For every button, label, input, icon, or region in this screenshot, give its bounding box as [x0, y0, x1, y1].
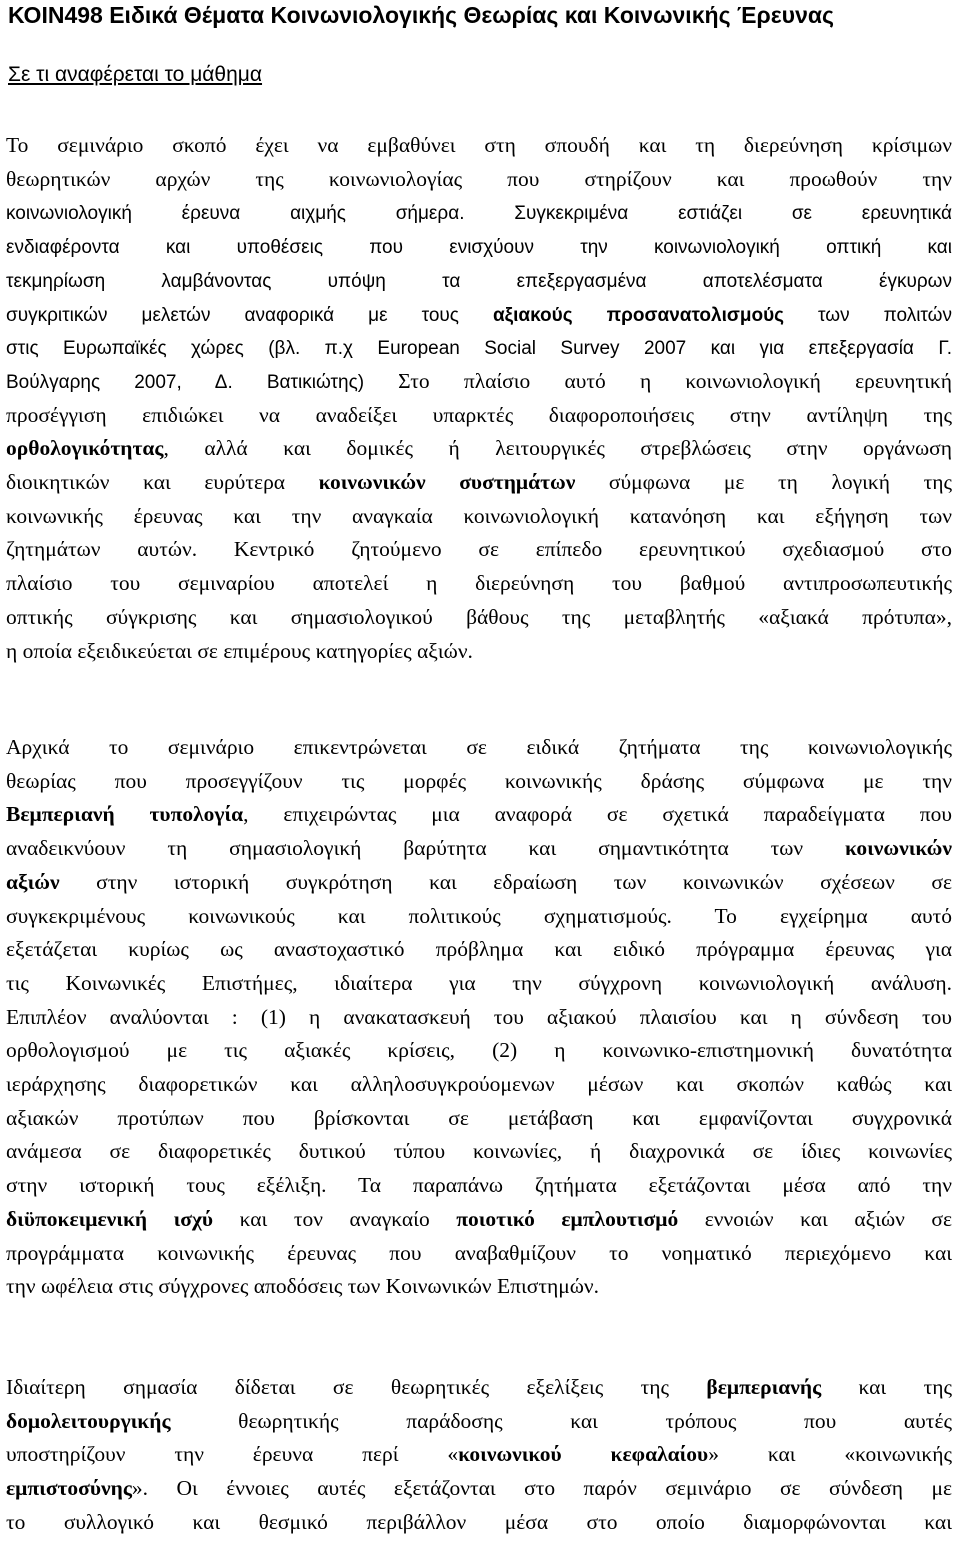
bold-text: αξιακούς προσανατολισμούς	[492, 304, 785, 326]
text-run: στις Ευρωπαϊκές χώρες (βλ. π.χ European Social Survey 2007 και για επεξεργασία Γ.	[6, 338, 952, 360]
bold-text: κοινωνικού κεφαλαίου	[458, 1442, 709, 1467]
text-run: θεωρίας που προσεγγίζουν τις μορφές κοινωνικής δράσης σύμφωνα με την	[6, 768, 952, 793]
text-line	[6, 364, 952, 398]
text-run: προγράμματα κοινωνικής έρευνας που αναβαθμίζουν το νοηματικό περιεχόμενο και	[6, 1240, 952, 1265]
text-line	[6, 1370, 952, 1404]
text-line	[6, 634, 952, 668]
text-run: πλαίσιο του σεμιναρίου αποτελεί η διερεύνηση του βαθμού αντιπροσωπευτικής	[6, 571, 952, 596]
text-run: και της	[821, 1375, 952, 1399]
text-run: θεωρητικής παράδοσης και τρόπους που αυτές	[170, 1408, 952, 1433]
text-line	[6, 465, 952, 499]
text-line	[6, 229, 952, 263]
text-line	[6, 195, 952, 229]
text-run: διοικητικών και ευρύτερα	[6, 470, 319, 494]
text-run: κοινωνιολογική έρευνα αιχμής σήμερα. Συγκεκριμένα εστιάζει σε ερευνητικά	[6, 203, 952, 225]
bold-text: κοινωνικών	[845, 836, 952, 861]
text-run: τις Κοινωνικές Επιστήμες, ιδιαίτερα για την σύγχρονη κοινωνιολογική ανάλυση.	[6, 970, 952, 995]
text-run: κοινωνικής έρευνας και την αναγκαία κοινωνιολογική κατανόηση και εξήγηση των	[6, 503, 952, 528]
bold-text: ποιοτικό εμπλουτισμό	[456, 1206, 679, 1231]
text-line	[6, 330, 952, 364]
text-line	[6, 797, 952, 831]
text-run: αναδεικνύουν τη σημασιολογική βαρύτητα και σημαντικότητα των	[6, 836, 846, 861]
text-line	[6, 899, 952, 933]
text-line	[6, 1269, 952, 1303]
text-run: οπτικής σύγκρισης και σημασιολογικού βάθους της μεταβλητής «αξιακά πρότυπα»,	[6, 604, 952, 629]
bold-text: βεμπεριανής	[706, 1375, 822, 1399]
text-run: εννοιών και αξιών σε	[678, 1206, 953, 1231]
text-run: υποστηρίζουν την έρευνα περί «	[6, 1442, 459, 1467]
text-run: συγκεκριμένους κοινωνικούς και πολιτικούς σχηματισμούς. Το εγχείρημα αυτό	[6, 903, 952, 928]
text-line	[6, 398, 952, 432]
text-run: ενδιαφέροντα και υποθέσεις που ενισχύουν την κοινωνιολογική οπτική και	[6, 237, 952, 259]
text-line	[6, 1067, 952, 1101]
text-line	[6, 297, 952, 331]
text-line	[6, 1505, 952, 1539]
text-run: Το σεμινάριο σκοπό έχει να εμβαθύνει στη σπουδή και τη διερεύνηση κρίσιμων	[6, 133, 952, 157]
bold-text: ορθολογικότητας	[6, 436, 164, 461]
text-run: Αρχικά το σεμινάριο επικεντρώνεται σε ειδικά ζητήματα της κοινωνιολογικής	[6, 735, 952, 759]
text-run: ορθολογισμού με τις αξιακές κρίσεις, (2) η κοινωνικο-επιστημονική δυνατότητα	[6, 1038, 952, 1063]
text-run: θεωρητικών αρχών της κοινωνιολογίας που στηρίζουν και προωθούν την	[6, 166, 952, 191]
text-run: τεκμηρίωση λαμβάνοντας υπόψη τα επεξεργασμένα αποτελέσματα έγκυρων	[6, 270, 952, 292]
text-line	[6, 128, 952, 162]
text-run: αξιακών προτύπων που βρίσκονται σε μετάβαση και εμφανίζονται συγχρονικά	[6, 1105, 952, 1130]
text-run: και τον αναγκαίο	[213, 1206, 457, 1231]
text-line	[6, 730, 952, 764]
text-line	[6, 566, 952, 600]
text-run: συγκριτικών μελετών αναφορικά με τους	[6, 304, 493, 326]
text-run: ». Οι έννοιες αυτές εξετάζονται στο παρόν σεμινάριο σε σύνδεση με	[131, 1476, 952, 1501]
text-run: , επιχειρώντας μια αναφορά σε σχετικά παραδείγματα που	[243, 802, 952, 827]
page-title: ΚΟΙΝ498 Ειδικά Θέματα Κοινωνιολογικής Θεωρίας και Κοινωνικής Έρευνας	[8, 2, 834, 28]
text-run: ιεράρχησης διαφορετικών και αλληλοσυγκρούομενων μέσων και σκοπών καθώς και	[6, 1072, 952, 1096]
text-line	[6, 600, 952, 634]
text-line	[6, 1236, 952, 1270]
text-run: Στο πλαίσιο αυτό η κοινωνιολογική ερευνητική	[398, 368, 952, 393]
text-line	[6, 499, 952, 533]
text-run: το συλλογικό και θεσμικό περιβάλλον μέσα στο οποίο διαμορφώνονται και	[6, 1509, 952, 1534]
bold-text: διϋποκειμενική ισχύ	[6, 1206, 214, 1231]
section-heading: Σε τι αναφέρεται το μάθημα	[8, 63, 263, 86]
text-line	[6, 966, 952, 1000]
text-run: ζητημάτων αυτών. Κεντρικό ζητούμενο σε επίπεδο ερευνητικού σχεδιασμού στο	[6, 537, 952, 562]
text-line	[6, 1134, 952, 1168]
bold-text: Βεμπεριανή τυπολογία	[6, 802, 244, 827]
text-line	[6, 1404, 952, 1438]
text-line	[6, 1033, 952, 1067]
text-run: , αλλά και δομικές ή λειτουργικές στρεβλώσεις στην οργάνωση	[163, 436, 952, 461]
text-line	[6, 1101, 952, 1135]
text-run: σύμφωνα με τη λογική της	[575, 470, 952, 494]
text-line	[6, 1437, 952, 1471]
bold-text: αξιών	[6, 869, 60, 894]
text-line	[6, 1202, 952, 1236]
text-line	[6, 764, 952, 798]
text-run: ανάμεσα σε διαφορετικές δυτικού τύπου κοινωνίες, ή διαχρονικά σε ίδιες κοινωνίες	[6, 1139, 952, 1164]
text-run: » και «κοινωνικής	[708, 1442, 953, 1467]
text-run: η οποία εξειδικεύεται σε επιμέρους κατηγορίες αξιών.	[6, 638, 473, 663]
bold-text: δομολειτουργικής	[6, 1408, 171, 1433]
text-run: εξετάζεται κυρίως ως αναστοχαστικό πρόβλημα και ειδικό πρόγραμμα έρευνας για	[6, 937, 952, 962]
text-line	[6, 532, 952, 566]
text-line	[6, 263, 952, 297]
text-run: στην ιστορική συγκρότηση και εδραίωση των κοινωνικών σχέσεων σε	[59, 869, 952, 894]
text-line	[6, 932, 952, 966]
text-line	[6, 431, 952, 465]
text-run: την ωφέλεια στις σύγχρονες αποδόσεις των Κοινωνικών Επιστημών.	[6, 1274, 600, 1299]
text-line	[6, 1471, 952, 1505]
text-line	[6, 1168, 952, 1202]
text-line	[6, 865, 952, 899]
bold-text: κοινωνικών συστημάτων	[318, 470, 576, 494]
text-line	[6, 1000, 952, 1034]
text-line	[6, 162, 952, 196]
text-run: Βούλγαρης 2007, Δ. Βατικιώτης)	[6, 371, 399, 393]
text-run: Επιπλέον αναλύονται : (1) η ανακατασκευή του αξιακού πλαισίου και η σύνδεση του	[6, 1004, 952, 1029]
text-line	[6, 831, 952, 865]
bold-text: εμπιστοσύνης	[6, 1476, 132, 1501]
text-run: Ιδιαίτερη σημασία δίδεται σε θεωρητικές εξελίξεις της	[6, 1375, 707, 1399]
text-run: προσέγγιση επιδιώκει να αναδείξει υπαρκτές διαφοροποιήσεις στην αντίληψη της	[6, 402, 952, 427]
text-run: των πολιτών	[784, 304, 952, 326]
text-run: στην ιστορική τους εξέλιξη. Τα παραπάνω ζητήματα εξετάζονται μέσα από την	[6, 1173, 952, 1198]
